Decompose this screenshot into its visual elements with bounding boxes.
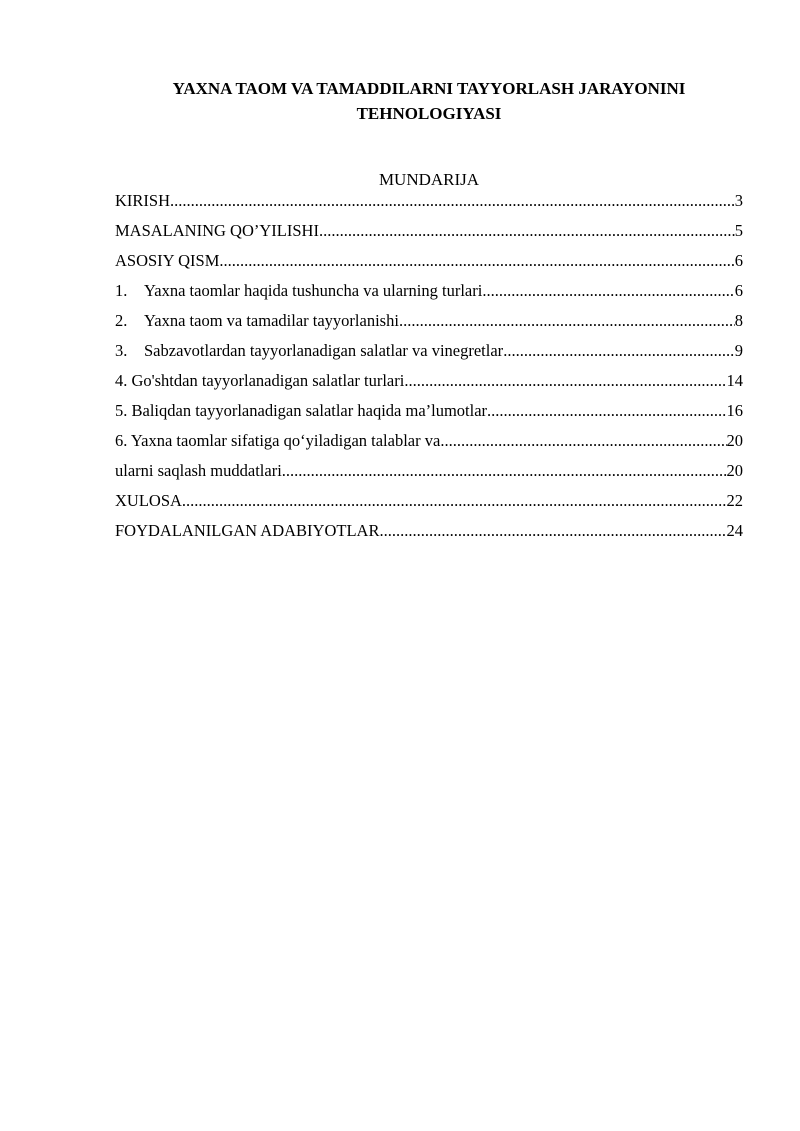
toc-entry-section-4[interactable] (115, 370, 743, 400)
toc-entry-masalaning-qoyilishi[interactable] (115, 220, 743, 250)
toc-entry-section-2[interactable] (115, 310, 743, 340)
toc-entry-label: FOYDALANILGAN ADABIYOTLAR (115, 521, 380, 540)
title-line-2: TEHNOLOGIYASI (356, 104, 502, 123)
toc-entry-label: Sabzavotlardan tayyorlanadigan salatlar va vinegretlar (144, 341, 504, 360)
toc-entry-xulosa[interactable] (115, 490, 743, 520)
toc-entry-label: 5. Baliqdan tayyorlanadigan salatlar haqida ma’lumotlar (115, 401, 488, 420)
toc-page-number: 24 (726, 521, 743, 540)
toc-heading: MUNDARIJA (378, 170, 480, 189)
toc-page-number: 6 (734, 251, 743, 270)
toc-entry-asosiy-qism[interactable] (115, 250, 743, 280)
toc-entry-section-6-continued[interactable] (115, 460, 743, 490)
toc-entry-section-1[interactable] (115, 280, 743, 310)
toc-page-number: 3 (734, 191, 743, 210)
toc-dot-leader (399, 310, 735, 332)
toc-dot-leader (379, 520, 726, 542)
toc-entry-number: 1. (115, 281, 128, 300)
toc-entry-label: 4. Go'shtdan tayyorlanadigan salatlar turlari (115, 371, 405, 390)
toc-dot-leader (219, 250, 734, 272)
document-title (115, 76, 743, 126)
toc-entry-kirish[interactable] (115, 190, 743, 220)
toc-entry-label: ASOSIY QISM (115, 251, 220, 270)
toc-dot-leader (404, 370, 726, 392)
toc-entry-section-3[interactable] (115, 340, 743, 370)
toc-page-number: 20 (726, 431, 743, 450)
toc-entry-label: 6. Yaxna taomlar sifatiga qo‘yiladigan talablar va (115, 431, 441, 450)
toc-entry-number: 3. (115, 341, 128, 360)
toc-dot-leader (440, 430, 726, 452)
toc-dot-leader (319, 220, 735, 242)
toc-page-number: 9 (734, 341, 743, 360)
toc-page-number: 6 (734, 281, 743, 300)
toc-entry-foydalanilgan-adabiyotlar[interactable] (115, 520, 743, 550)
toc-dot-leader (487, 400, 726, 422)
toc-entry-label: MASALANING QO’YILISHI (115, 221, 319, 240)
toc-page-number: 22 (726, 491, 743, 510)
toc-dot-leader (170, 190, 735, 212)
toc-page-number: 14 (726, 371, 743, 390)
toc-entry-number: 2. (115, 311, 128, 330)
toc-dot-leader (282, 460, 727, 482)
toc-entry-label: Yaxna taom va tamadilar tayyorlanishi (144, 311, 399, 330)
toc-dot-leader (482, 280, 734, 302)
toc-dot-leader (503, 340, 735, 362)
toc-page-number: 5 (734, 221, 743, 240)
toc-entry-section-6[interactable] (115, 430, 743, 460)
toc-page-number: 16 (726, 401, 743, 420)
toc-entry-label: Yaxna taomlar haqida tushuncha va ularning turlari (144, 281, 483, 300)
toc-dot-leader (182, 490, 727, 512)
table-of-contents (115, 190, 743, 550)
toc-entry-label: KIRISH (115, 191, 171, 210)
toc-page-number: 8 (734, 311, 743, 330)
toc-entry-label: ularni saqlash muddatlari (115, 461, 282, 480)
toc-page-number: 20 (726, 461, 743, 480)
toc-entry-label: XULOSA (115, 491, 182, 510)
title-line-1: YAXNA TAOM VA TAMADDILARNI TAYYORLASH JARAYONINI (172, 79, 686, 98)
toc-entry-section-5[interactable] (115, 400, 743, 430)
